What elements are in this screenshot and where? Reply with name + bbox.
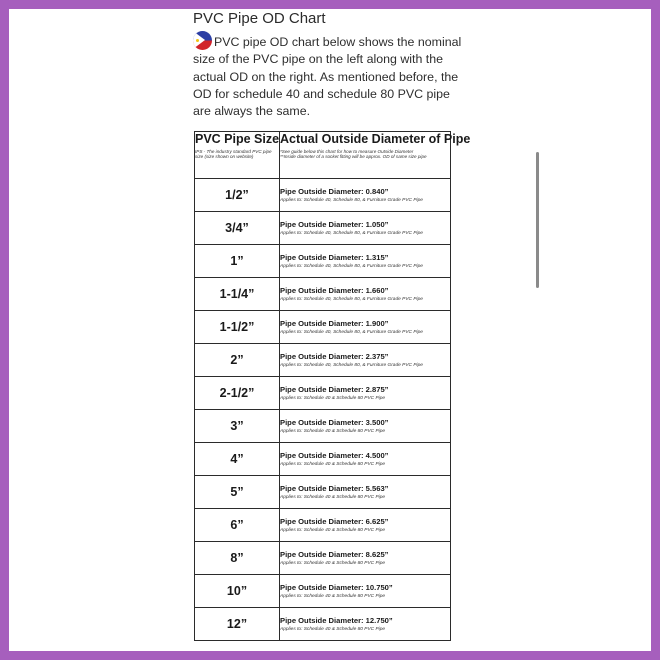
pipe-od-cell <box>280 608 451 641</box>
table-row <box>195 575 451 608</box>
intro-text: PVC pipe OD chart below shows the nominal size of the PVC pipe on the left along with the actual OD on the right. As mentioned before, the OD for schedule 40 and schedule 80 PVC pipe are always the same. <box>193 35 462 119</box>
table-header-row <box>195 132 451 179</box>
pvc-od-chart-table <box>194 131 471 641</box>
pipe-applies-note: Applies to: Schedule 40 & Schedule 80 PVC Pipe <box>280 594 386 599</box>
pipe-applies-note: Applies to: Schedule 40, Schedule 80, & Furniture Grade PVC Pipe <box>280 231 423 236</box>
pipe-size-cell: 2” <box>195 344 280 377</box>
pipe-size-cell: 5” <box>195 476 280 509</box>
col-header-od-note2: **Inside diameter of a socket fitting will be approx. OD of same size pipe <box>280 154 427 160</box>
table-row <box>195 377 451 410</box>
pipe-od-cell <box>280 278 451 311</box>
pipe-size-cell: 1-1/2” <box>195 311 280 344</box>
pipe-od-value: Pipe Outside Diameter: 8.625” <box>280 550 389 559</box>
pipe-applies-note: Applies to: Schedule 40, Schedule 80, & Furniture Grade PVC Pipe <box>280 363 423 368</box>
pipe-applies-note: Applies to: Schedule 40 & Schedule 80 PVC Pipe <box>280 429 386 434</box>
philippines-flag-icon <box>193 31 212 50</box>
pipe-applies-note: Applies to: Schedule 40 & Schedule 80 PVC Pipe <box>280 561 386 566</box>
pipe-applies-note: Applies to: Schedule 40, Schedule 80, & Furniture Grade PVC Pipe <box>280 330 423 335</box>
content-frame <box>9 9 651 651</box>
table-row <box>195 509 451 542</box>
pipe-od-cell <box>280 410 451 443</box>
pipe-od-cell <box>280 212 451 245</box>
pipe-od-cell <box>280 245 451 278</box>
pipe-od-value: Pipe Outside Diameter: 2.375” <box>280 352 389 361</box>
pipe-size-cell: 6” <box>195 509 280 542</box>
pipe-od-cell <box>280 179 451 212</box>
table-row <box>195 212 451 245</box>
table-row <box>195 443 451 476</box>
col-header-od-note1: *See guide below this chart for how to measure Outside Diameter <box>280 149 414 154</box>
pipe-size-cell: 8” <box>195 542 280 575</box>
pipe-od-value: Pipe Outside Diameter: 1.050” <box>280 220 389 229</box>
pipe-size-cell: 2-1/2” <box>195 377 280 410</box>
pipe-applies-note: Applies to: Schedule 40 & Schedule 80 PVC Pipe <box>280 462 386 467</box>
table-row <box>195 344 451 377</box>
pipe-od-cell <box>280 575 451 608</box>
pipe-applies-note: Applies to: Schedule 40, Schedule 80, & Furniture Grade PVC Pipe <box>280 264 423 269</box>
pipe-applies-note: Applies to: Schedule 40 & Schedule 80 PVC Pipe <box>280 528 386 533</box>
pipe-od-value: Pipe Outside Diameter: 10.750” <box>280 583 393 592</box>
pipe-size-cell: 10” <box>195 575 280 608</box>
pipe-od-cell <box>280 443 451 476</box>
pipe-size-cell: 12” <box>195 608 280 641</box>
pipe-od-value: Pipe Outside Diameter: 4.500” <box>280 451 389 460</box>
table-row <box>195 476 451 509</box>
pipe-size-cell: 3/4” <box>195 212 280 245</box>
pipe-applies-note: Applies to: Schedule 40 & Schedule 80 PVC Pipe <box>280 396 386 401</box>
table-row <box>195 410 451 443</box>
pipe-size-cell: 1” <box>195 245 280 278</box>
pipe-od-cell <box>280 344 451 377</box>
col-header-size-label: PVC Pipe Size <box>195 132 280 146</box>
pipe-applies-note: Applies to: Schedule 40 & Schedule 80 PVC Pipe <box>280 495 386 500</box>
table-row <box>195 245 451 278</box>
table-row <box>195 542 451 575</box>
pipe-size-cell: 1/2” <box>195 179 280 212</box>
table-row <box>195 179 451 212</box>
pipe-od-cell <box>280 476 451 509</box>
pipe-od-value: Pipe Outside Diameter: 1.660” <box>280 286 389 295</box>
pipe-size-cell: 3” <box>195 410 280 443</box>
table-row <box>195 608 451 641</box>
intro-paragraph <box>193 31 469 120</box>
col-header-size-note: IPS - The industry standard PVC pipe size (size shown on website) <box>195 149 272 160</box>
pipe-od-cell <box>280 509 451 542</box>
pipe-od-value: Pipe Outside Diameter: 6.625” <box>280 517 389 526</box>
pipe-od-value: Pipe Outside Diameter: 3.500” <box>280 418 389 427</box>
pipe-od-cell <box>280 311 451 344</box>
pipe-applies-note: Applies to: Schedule 40 & Schedule 80 PVC Pipe <box>280 627 386 632</box>
pipe-od-cell <box>280 542 451 575</box>
col-header-size <box>195 132 280 179</box>
pipe-od-value: Pipe Outside Diameter: 2.875” <box>280 385 389 394</box>
pipe-od-value: Pipe Outside Diameter: 1.315” <box>280 253 389 262</box>
pipe-size-cell: 1-1/4” <box>195 278 280 311</box>
pipe-od-value: Pipe Outside Diameter: 5.563” <box>280 484 389 493</box>
col-header-od-label: Actual Outside Diameter of Pipe <box>280 132 471 146</box>
pipe-od-value: Pipe Outside Diameter: 12.750” <box>280 616 393 625</box>
col-header-od <box>280 132 471 179</box>
table-row <box>195 278 451 311</box>
pipe-applies-note: Applies to: Schedule 40, Schedule 80, & Furniture Grade PVC Pipe <box>280 297 423 302</box>
table-row <box>195 311 451 344</box>
pipe-od-value: Pipe Outside Diameter: 0.840” <box>280 187 389 196</box>
pipe-od-value: Pipe Outside Diameter: 1.900” <box>280 319 389 328</box>
scrollbar[interactable] <box>536 152 539 288</box>
pipe-od-cell <box>280 377 451 410</box>
page-title: PVC Pipe OD Chart <box>193 10 326 27</box>
pipe-size-cell: 4” <box>195 443 280 476</box>
pipe-applies-note: Applies to: Schedule 40, Schedule 80, & Furniture Grade PVC Pipe <box>280 198 423 203</box>
